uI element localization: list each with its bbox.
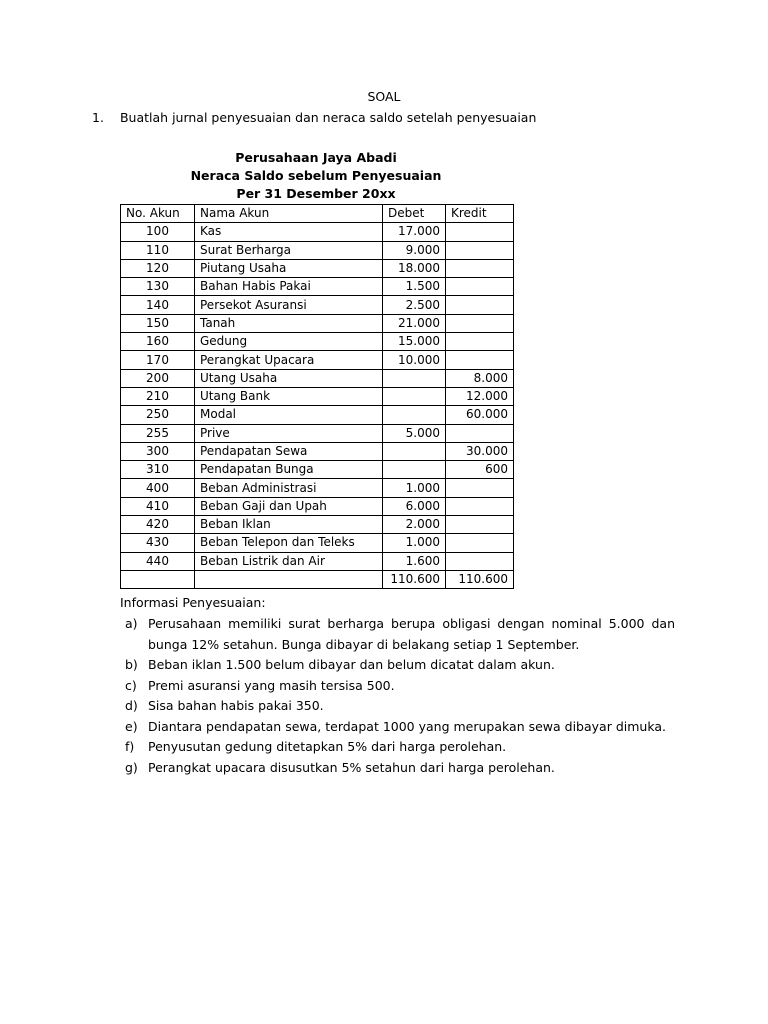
info-item-label: c): [125, 677, 137, 693]
cell-nama-akun: Gedung: [195, 333, 383, 351]
cell-nama-akun: Utang Usaha: [195, 369, 383, 387]
company-name: Perusahaan Jaya Abadi: [235, 150, 397, 165]
cell-debet: 2.000: [383, 516, 446, 534]
cell-debet: 15.000: [383, 333, 446, 351]
cell-nama-akun: Beban Listrik dan Air: [195, 552, 383, 570]
cell-kredit: [446, 314, 514, 332]
info-item: [125, 655, 675, 676]
table-row: [121, 333, 514, 351]
table-row: [121, 442, 514, 460]
cell-kredit: [446, 424, 514, 442]
info-item: [125, 758, 675, 779]
cell-no-akun: 200: [121, 369, 195, 387]
table-row: [121, 278, 514, 296]
cell-no-akun: 170: [121, 351, 195, 369]
cell-debet: [383, 369, 446, 387]
cell-no-akun: 150: [121, 314, 195, 332]
cell-nama-akun: Surat Berharga: [195, 241, 383, 259]
cell-debet: [383, 442, 446, 460]
cell-kredit: [446, 479, 514, 497]
cell-debet: 17.000: [383, 223, 446, 241]
cell-no-akun: 255: [121, 424, 195, 442]
cell-debet: [383, 461, 446, 479]
table-row: [121, 223, 514, 241]
info-item-text: Perusahaan memiliki surat berharga berupa obligasi dengan nominal 5.000 dan bunga 12% setahun. Bunga dibayar di belakang setiap 1 September.: [148, 616, 675, 652]
cell-debet: 21.000: [383, 314, 446, 332]
info-item-text: Sisa bahan habis pakai 350.: [148, 698, 324, 713]
table-row: [121, 259, 514, 277]
info-item-text: Perangkat upacara disusutkan 5% setahun dari harga perolehan.: [148, 759, 555, 775]
cell-nama-akun: Kas: [195, 223, 383, 241]
table-row: [121, 479, 514, 497]
question-number: 1.: [92, 110, 104, 125]
cell-nama-akun: Pendapatan Bunga: [195, 461, 383, 479]
cell-debet: 1.600: [383, 552, 446, 570]
header-debet: Debet: [383, 205, 446, 223]
cell-nama-akun: Prive: [195, 424, 383, 442]
cell-debet: 5.000: [383, 424, 446, 442]
cell-kredit: [446, 223, 514, 241]
total-debet: 110.600: [383, 570, 446, 588]
info-title: Informasi Penyesuaian:: [120, 595, 266, 610]
cell-debet: 18.000: [383, 259, 446, 277]
cell-nama-akun: Beban Administrasi: [195, 479, 383, 497]
cell-debet: 2.500: [383, 296, 446, 314]
cell-nama-akun: Perangkat Upacara: [195, 351, 383, 369]
cell-no-akun: 410: [121, 497, 195, 515]
cell-no-akun: 140: [121, 296, 195, 314]
cell-nama-akun: Beban Iklan: [195, 516, 383, 534]
table-row: [121, 314, 514, 332]
cell-debet: 6.000: [383, 497, 446, 515]
page-title: SOAL: [367, 89, 401, 104]
info-item: [125, 696, 675, 717]
info-item-label: e): [125, 718, 138, 734]
info-item: [125, 676, 675, 697]
table-row: [121, 461, 514, 479]
cell-kredit: 8.000: [446, 369, 514, 387]
cell-kredit: [446, 259, 514, 277]
cell-no-akun: 400: [121, 479, 195, 497]
table-row: [121, 296, 514, 314]
info-item-label: f): [125, 739, 135, 754]
table-row: [121, 387, 514, 405]
table-row: [121, 534, 514, 552]
cell-debet: [383, 387, 446, 405]
cell-no-akun: 430: [121, 534, 195, 552]
report-title: Neraca Saldo sebelum Penyesuaian: [190, 168, 442, 183]
info-item-text: Premi asuransi yang masih tersisa 500.: [148, 677, 395, 693]
cell-nama-akun: Utang Bank: [195, 387, 383, 405]
info-item-text: Beban iklan 1.500 belum dibayar dan belum dicatat dalam akun.: [148, 657, 555, 672]
cell-no-akun: 120: [121, 259, 195, 277]
cell-kredit: [446, 351, 514, 369]
info-item-label: a): [125, 616, 138, 631]
cell-nama-akun: Beban Telepon dan Teleks: [195, 534, 383, 552]
cell-debet: 1.000: [383, 534, 446, 552]
trial-balance-table: [120, 204, 514, 589]
table-header-row: [121, 205, 514, 223]
info-item: [125, 717, 675, 738]
cell-debet: 1.000: [383, 479, 446, 497]
cell-kredit: [446, 534, 514, 552]
cell-no-akun: 300: [121, 442, 195, 460]
cell-nama-akun: Beban Gaji dan Upah: [195, 497, 383, 515]
cell-no-akun: 110: [121, 241, 195, 259]
total-row: [121, 570, 514, 588]
cell-no-akun: 250: [121, 406, 195, 424]
cell-nama-akun: Persekot Asuransi: [195, 296, 383, 314]
total-empty-1: [121, 570, 195, 588]
cell-kredit: 12.000: [446, 387, 514, 405]
cell-no-akun: 160: [121, 333, 195, 351]
cell-kredit: [446, 333, 514, 351]
cell-kredit: 60.000: [446, 406, 514, 424]
cell-no-akun: 100: [121, 223, 195, 241]
cell-nama-akun: Bahan Habis Pakai: [195, 278, 383, 296]
info-item: [125, 737, 675, 758]
question-1: [92, 110, 536, 125]
info-item: [125, 614, 675, 655]
cell-kredit: 30.000: [446, 442, 514, 460]
cell-no-akun: 130: [121, 278, 195, 296]
cell-no-akun: 310: [121, 461, 195, 479]
info-item-label: g): [125, 759, 138, 775]
header-no-akun: No. Akun: [121, 205, 195, 223]
cell-nama-akun: Piutang Usaha: [195, 259, 383, 277]
cell-no-akun: 420: [121, 516, 195, 534]
cell-kredit: [446, 497, 514, 515]
info-item-label: b): [125, 657, 138, 672]
info-item-label: d): [125, 698, 138, 713]
table-row: [121, 351, 514, 369]
cell-kredit: [446, 516, 514, 534]
info-list: [125, 614, 675, 778]
info-item-text: Diantara pendapatan sewa, terdapat 1000 yang merupakan sewa dibayar dimuka.: [148, 718, 666, 734]
total-kredit: 110.600: [446, 570, 514, 588]
cell-nama-akun: Modal: [195, 406, 383, 424]
cell-debet: 1.500: [383, 278, 446, 296]
question-text: Buatlah jurnal penyesuaian dan neraca saldo setelah penyesuaian: [119, 110, 537, 125]
table-body: [121, 223, 514, 571]
header-nama-akun: Nama Akun: [195, 205, 383, 223]
header-kredit: Kredit: [446, 205, 514, 223]
table-row: [121, 241, 514, 259]
table-row: [121, 369, 514, 387]
cell-no-akun: 210: [121, 387, 195, 405]
cell-debet: 9.000: [383, 241, 446, 259]
report-date: Per 31 Desember 20xx: [236, 186, 396, 201]
cell-kredit: [446, 278, 514, 296]
cell-kredit: [446, 241, 514, 259]
table-row: [121, 424, 514, 442]
cell-nama-akun: Pendapatan Sewa: [195, 442, 383, 460]
cell-kredit: [446, 552, 514, 570]
cell-debet: [383, 406, 446, 424]
table-row: [121, 552, 514, 570]
table-row: [121, 497, 514, 515]
cell-kredit: [446, 296, 514, 314]
cell-no-akun: 440: [121, 552, 195, 570]
cell-kredit: 600: [446, 461, 514, 479]
total-empty-2: [195, 570, 383, 588]
info-item-text: Penyusutan gedung ditetapkan 5% dari harga perolehan.: [148, 739, 507, 754]
cell-nama-akun: Tanah: [195, 314, 383, 332]
table-row: [121, 516, 514, 534]
table-row: [121, 406, 514, 424]
cell-debet: 10.000: [383, 351, 446, 369]
